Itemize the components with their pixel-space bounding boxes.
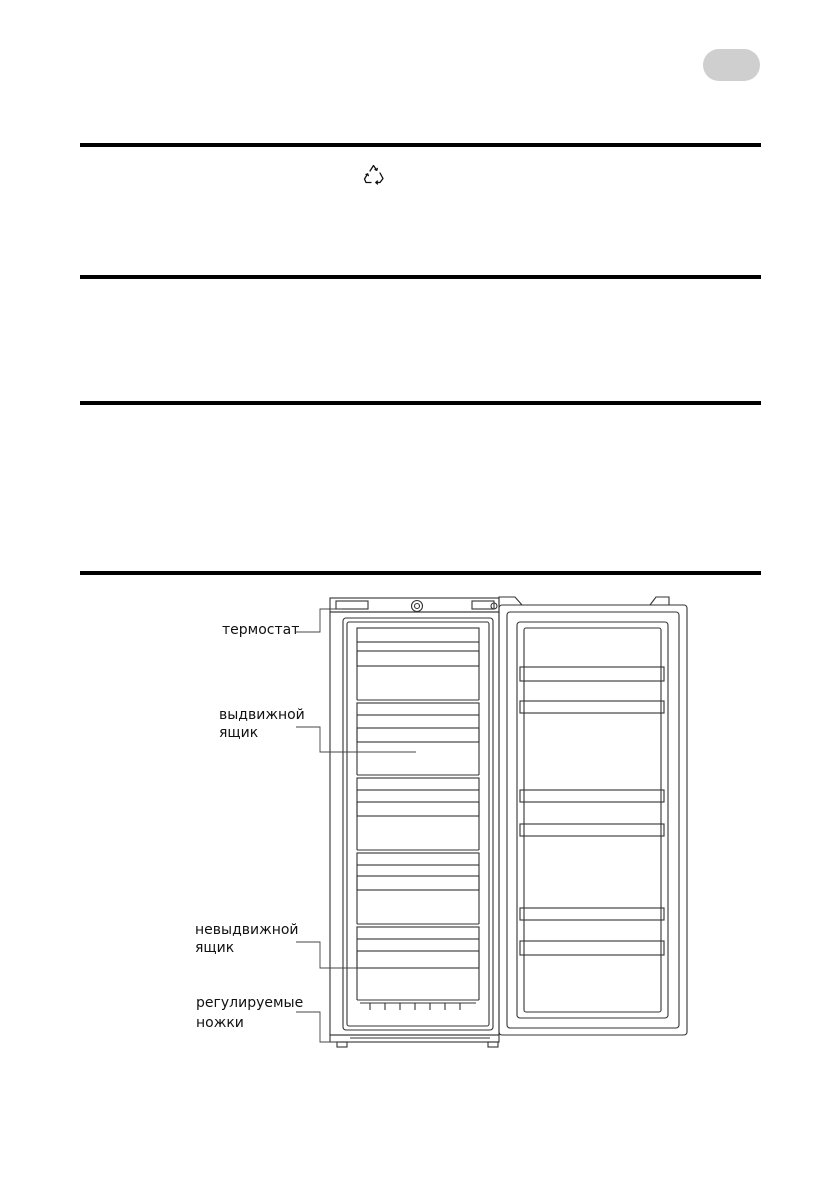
door-shelf-1 (520, 667, 664, 713)
label-fixed-drawer-line1: невыдвижной (195, 922, 299, 938)
label-drawer-line2: ящик (219, 725, 259, 741)
drawer-4 (357, 853, 479, 924)
label-thermostat: термостат (222, 622, 300, 638)
plinth (330, 1035, 499, 1047)
cabinet-body (330, 612, 499, 1035)
open-door (499, 597, 687, 1035)
label-fixed-drawer-line2: ящик (195, 940, 235, 956)
label-feet-line1: регулируемые (196, 995, 304, 1011)
thermostat-knob (412, 601, 423, 612)
door-shelf-3 (520, 908, 664, 955)
leader-feet (296, 1012, 340, 1042)
leader-fixed-drawer (296, 942, 360, 968)
drawer-2 (357, 703, 479, 775)
drawer-5-fixed (357, 927, 479, 1000)
drawer-3 (357, 778, 479, 850)
door-shelf-2 (520, 790, 664, 836)
drawer-1 (357, 628, 479, 700)
label-drawer-line1: выдвижной (219, 707, 305, 723)
leader-drawer (296, 727, 416, 752)
label-feet-line2: ножки (196, 1015, 244, 1031)
bottom-vents (360, 1003, 476, 1010)
